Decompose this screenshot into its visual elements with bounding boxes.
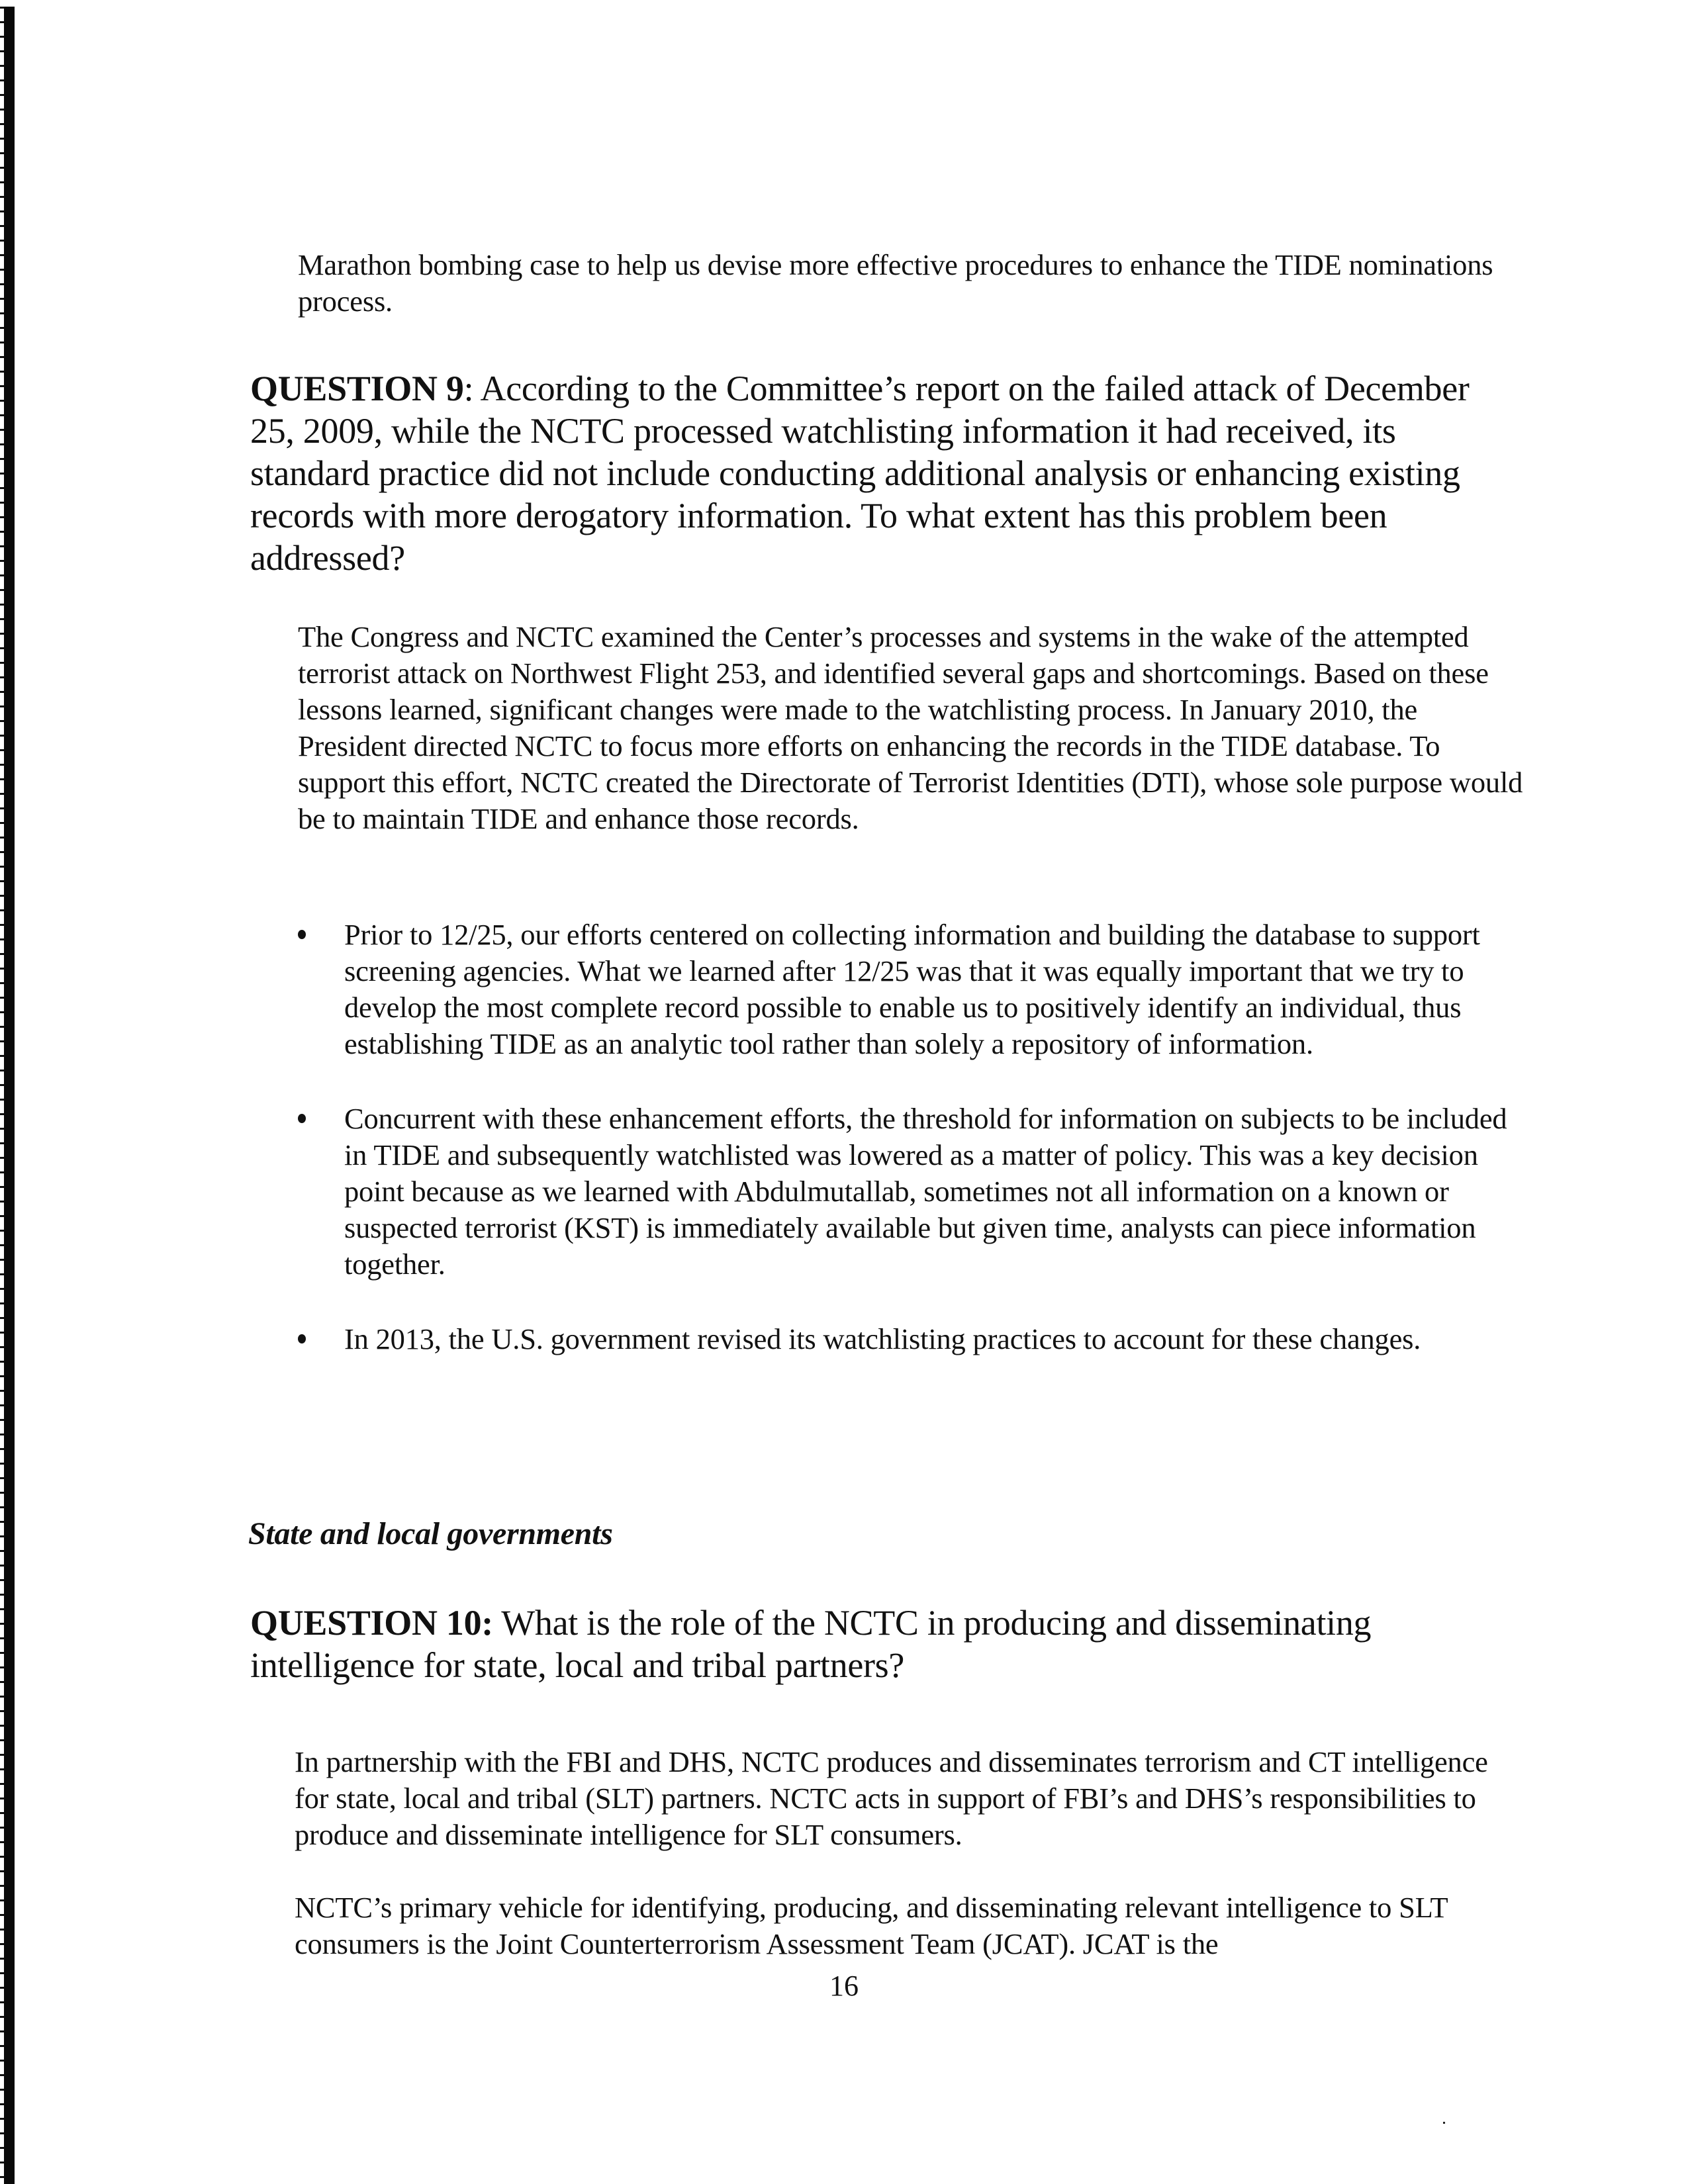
bullet-text: Concurrent with these enhancement efforts, the threshold for information on subjects to be included in TIDE and subsequently watchlisted was lowered as a matter of policy. This was a key decision point because as we learned with Abdulmutallab, sometimes not all information on a known or suspected terrorist (KST) is immediately available but given time, analysts can piece information together. (344, 1102, 1507, 1281)
bullet-item (298, 917, 1529, 1062)
bullet-text: Prior to 12/25, our efforts centered on collecting information and building the database to support screening agencies. What we learned after 12/25 was that it was equally important that we try to develop the most complete record possible to enable us to positively identify an individual, thus establishing TIDE as an analytic tool rather than solely a repository of information. (344, 918, 1480, 1060)
question-9-answer (298, 619, 1529, 837)
question-10-text: What is the role of the NCTC in producing and disseminating intelligence for state, local and tribal partners? (250, 1603, 1372, 1685)
question-9-text: According to the Committee’s report on the failed attack of December 25, 2009, while the NCTC processed watchlisting information it had received, its standard practice did not include conducting additional analysis or enhancing existing records with more derogatory information. To what extent has this problem been addressed? (250, 369, 1470, 578)
bullet-icon (298, 930, 306, 939)
question-10-separator (493, 1603, 501, 1643)
question-10-label: QUESTION 10: (250, 1603, 493, 1643)
question-9 (250, 367, 1508, 579)
question-10-answer (295, 1744, 1526, 1962)
question-9-separator: : (463, 369, 481, 408)
bullet-icon (298, 1114, 306, 1123)
bullet-text: In 2013, the U.S. government revised its watchlisting practices to account for these changes. (344, 1322, 1421, 1355)
page-number: 16 (829, 1970, 859, 2002)
bullet-item (298, 1321, 1529, 1357)
bullet-icon (298, 1334, 306, 1343)
answer-paragraph: NCTC’s primary vehicle for identifying, producing, and disseminating relevant intelligence to SLT consumers is the Joint Counterterrorism Assessment Team (JCAT). JCAT is the (295, 1891, 1448, 1960)
bullet-item (298, 1101, 1529, 1283)
section-heading: State and local governments (248, 1516, 613, 1551)
question-10 (250, 1602, 1508, 1686)
question-9-bullet-list (298, 917, 1529, 1357)
continued-paragraph-text: Marathon bombing case to help us devise more effective procedures to enhance the TIDE nominations process. (298, 248, 1493, 318)
continued-paragraph (298, 247, 1523, 320)
question-9-label: QUESTION 9 (250, 369, 464, 408)
answer-paragraph: In partnership with the FBI and DHS, NCTC produces and disseminates terrorism and CT intelligence for state, local and tribal (SLT) partners. NCTC acts in support of FBI’s and DHS’s responsibilities to produce and disseminate intelligence for SLT consumers. (295, 1745, 1488, 1851)
answer-paragraph: The Congress and NCTC examined the Center’s processes and systems in the wake of the attempted terrorist attack on Northwest Flight 253, and identified several gaps and shortcomings. Based on these lessons learned, significant changes were made to the watchlisting process. In January 2010, the President directed NCTC to focus more efforts on enhancing the records in the TIDE database. To support this effort, NCTC created the Directorate of Terrorist Identities (DTI), whose sole purpose would be to maintain TIDE and enhance those records. (298, 620, 1523, 835)
scan-speck (1443, 2122, 1445, 2124)
